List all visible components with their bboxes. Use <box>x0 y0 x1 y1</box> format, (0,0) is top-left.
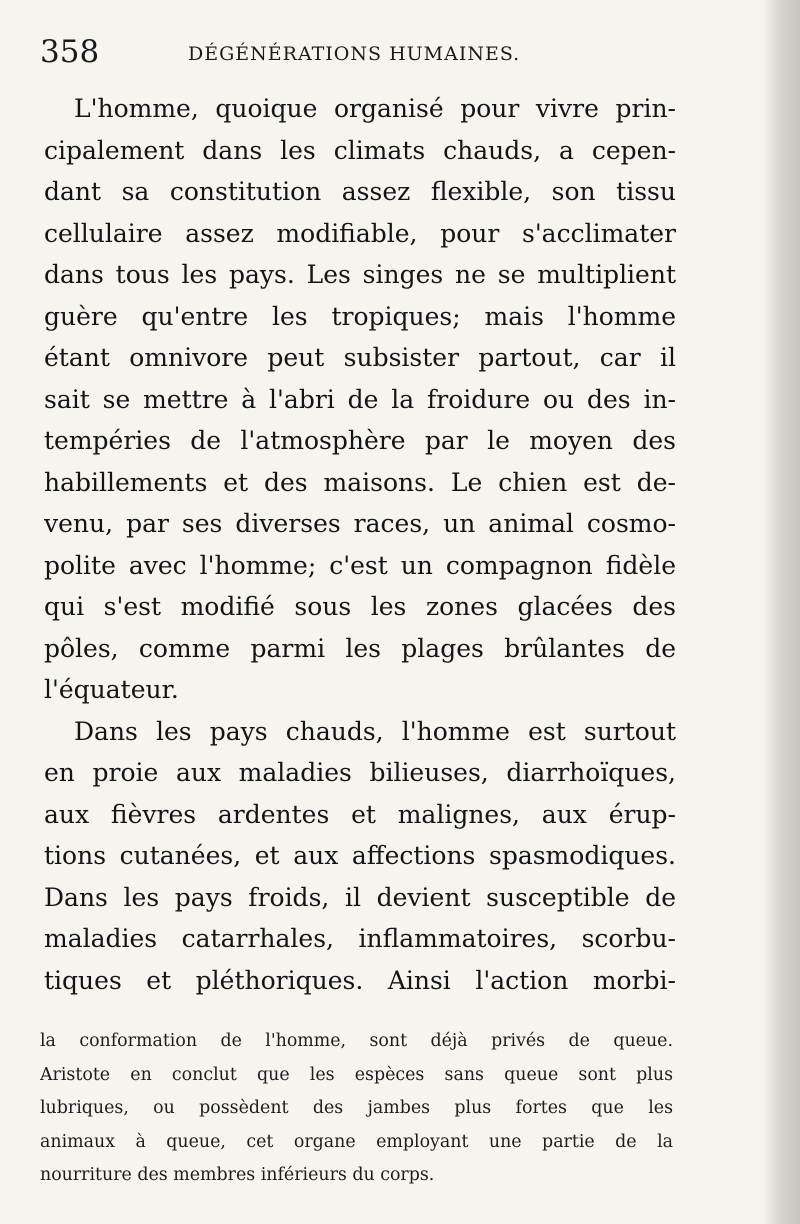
text-line: polite avec l'homme; c'est un compagnon fidèle <box>44 550 676 580</box>
text-line: habillements et des maisons. Le chien est de- <box>44 467 676 497</box>
text-line: dans tous les pays. Les singes ne se multiplient <box>44 260 676 289</box>
text-line: L'homme, quoique organisé pour vivre prin- <box>74 94 676 123</box>
footnote-line: Aristote en conclut que les espèces sans queue sont plus <box>40 1064 673 1085</box>
text-line: guère qu'entre les tropiques; mais l'homme <box>44 301 676 331</box>
text-line: pôles, comme parmi les plages brûlantes de <box>44 633 676 663</box>
body-text <box>44 88 676 1001</box>
text-line: cellulaire assez modifiable, pour s'acclimater <box>44 218 676 248</box>
running-head: DÉGÉNÉRATIONS HUMAINES. <box>188 43 521 65</box>
footnote-line: lubriques, ou possèdent des jambes plus fortes que les <box>40 1098 673 1118</box>
text-line: Dans les pays chauds, l'homme est surtout <box>74 716 676 746</box>
text-line: qui s'est modifié sous les zones glacées des <box>44 592 676 621</box>
text-line: en proie aux maladies bilieuses, diarrhoïques, <box>44 758 676 787</box>
text-line: tiques et pléthoriques. Ainsi l'action morbi- <box>44 965 676 995</box>
footnote-line: la conformation de l'homme, sont déjà privés de queue. <box>40 1031 673 1051</box>
text-line: tempéries de l'atmosphère par le moyen des <box>44 426 676 455</box>
text-line: aux fièvres ardentes et malignes, aux érup- <box>44 799 676 829</box>
text-line: sait se mettre à l'abri de la froidure ou des in- <box>44 384 676 414</box>
text-line: Dans les pays froids, il devient susceptible de <box>44 882 676 912</box>
text-line: dant sa constitution assez flexible, son tissu <box>44 177 676 206</box>
text-line: l'équateur. <box>44 675 179 704</box>
text-line: étant omnivore peut subsister partout, car il <box>44 343 676 372</box>
footnote-line: nourriture des membres inférieurs du corps. <box>40 1165 435 1185</box>
text-line: maladies catarrhales, inflammatoires, scorbu- <box>44 924 676 953</box>
text-line: venu, par ses diverses races, un animal cosmo- <box>44 509 676 538</box>
text-line: cipalement dans les climats chauds, a cepen- <box>44 135 676 165</box>
text-line: tions cutanées, et aux affections spasmodiques. <box>44 841 676 870</box>
page-edge-shadow <box>762 0 800 1224</box>
footnote <box>40 1025 673 1193</box>
page-number: 358 <box>40 34 100 70</box>
page-header <box>40 34 680 78</box>
footnote-line: animaux à queue, cet organe employant une partie de la <box>40 1131 673 1152</box>
